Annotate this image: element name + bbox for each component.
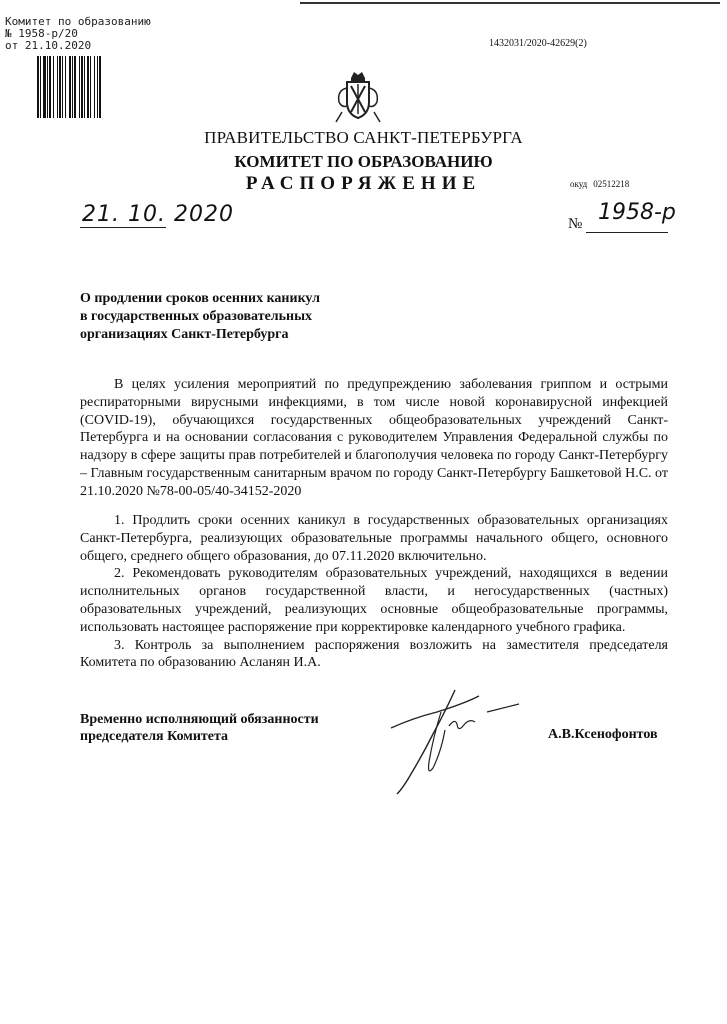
number-label: № — [568, 216, 583, 232]
order-item-1: 1. Продлить сроки осенних каникул в государственных образовательных организациях Санкт-Петербурга, реализующих образовательные программы начального общего, основного общего, среднего общего образования, до 07.11.2020 включительно. — [80, 513, 668, 564]
handwritten-date: 21. 10. 2020 — [82, 202, 234, 227]
preamble-paragraph: В целях усиления мероприятий по предупреждению заболевания гриппом и острыми респираторными вирусными инфекциями, в том числе новой коронавирусной инфекцией (COVID-19), обучающихся государственных общеобразовательных учреждений Санкт-Петербурга и на основании согласования с руководителем Управления Федеральной службы по надзору в сфере защиты прав потребителей и благополучия человека по городу Санкт-Петербургу – Главным государственным санитарным врачом по городу Санкт-Петербургу Башкетовой Н.С. от 21.10.2020 №78-00-05/40-34152-2020 — [80, 377, 668, 499]
order-items — [80, 512, 668, 672]
position-line: Временно исполняющий обязанности — [80, 712, 319, 727]
committee-title: КОМИТЕТ ПО ОБРАЗОВАНИЮ — [234, 152, 493, 171]
stamp-line-number: № 1958-р/20 — [5, 27, 78, 40]
signatory-name: А.В.Ксенофонтов — [548, 727, 658, 742]
preamble-block — [80, 376, 668, 501]
spb-coat-of-arms-icon — [333, 68, 383, 124]
barcode-stripe — [101, 56, 102, 118]
signatory-position — [80, 711, 319, 745]
registration-number: 1432031/2020-42629(2) — [489, 38, 587, 49]
stamp-line-date: от 21.10.2020 — [5, 39, 92, 52]
subject-line: О продлении сроков осенних каникул — [80, 291, 320, 306]
okud-value: 02512218 — [593, 179, 630, 189]
order-item-2: 2. Рекомендовать руководителям образовательных учреждений, находящихся в ведении исполнительных органов государственной власти, и негосударственных (частных) образовательных учреждений, реализующих основные общеобразовательные программы, использовать настоящее распоряжение при корректировке календарного учебного графика. — [80, 566, 668, 635]
registration-stamp — [5, 16, 151, 52]
okud-label: окуд — [570, 179, 588, 189]
subject-line: организациях Санкт-Петербурга — [80, 327, 289, 342]
top-border-line — [300, 2, 720, 4]
stamp-line-committee: Комитет по образованию — [5, 15, 151, 28]
position-line: председателя Комитета — [80, 729, 229, 744]
order-item-3: 3. Контроль за выполнением распоряжения возложить на заместителя председателя Комитета по образованию Асланян И.А. — [80, 637, 668, 671]
number-underline — [586, 232, 668, 233]
document-type-title: РАСПОРЯЖЕНИЕ — [245, 173, 482, 194]
subject-line: в государственных образовательных — [80, 309, 313, 324]
okud-code — [570, 179, 629, 189]
barcode — [37, 56, 123, 118]
handwritten-number: 1958-р — [598, 200, 676, 225]
government-title: ПРАВИТЕЛЬСТВО САНКТ-ПЕТЕРБУРГА — [204, 128, 523, 147]
date-underline — [80, 227, 166, 228]
signature-icon — [383, 682, 523, 802]
document-subject — [80, 290, 320, 344]
